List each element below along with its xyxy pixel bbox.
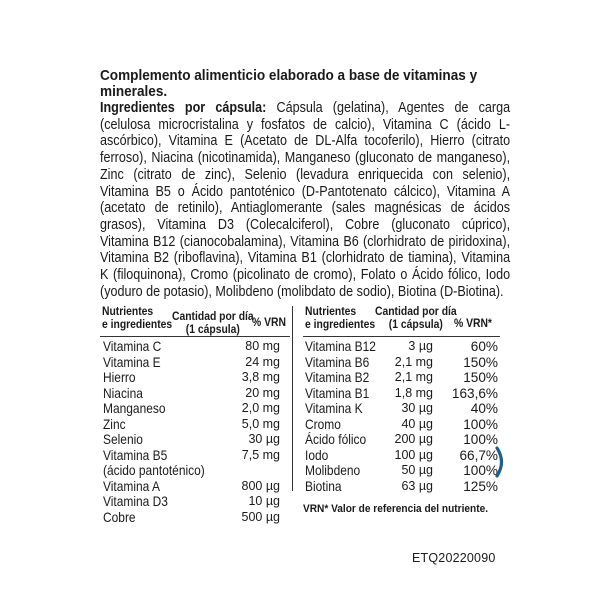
nutrient-vrn-percent: 125% bbox=[463, 478, 498, 494]
header-amount-right-line2: (1 cápsula) bbox=[388, 318, 443, 331]
column-divider bbox=[292, 306, 293, 491]
header-rule-right bbox=[303, 336, 500, 337]
nutrient-row bbox=[295, 401, 500, 417]
nutrient-row bbox=[295, 479, 500, 495]
header-amount-right-line1: Cantidad por día bbox=[375, 306, 457, 318]
nutrient-row bbox=[295, 355, 500, 371]
nutrient-quantity: 2,1 mg bbox=[394, 370, 433, 384]
header-nutrients-line1: Nutrientes bbox=[102, 306, 154, 318]
header-amount bbox=[172, 311, 254, 336]
header-amount-line2: (1 cápsula) bbox=[185, 323, 240, 336]
nutrient-row bbox=[100, 339, 290, 355]
header-nutrients-line2: e ingredientes bbox=[102, 318, 173, 331]
nutrient-row bbox=[100, 386, 290, 402]
nutrient-vrn-percent: 100% bbox=[463, 463, 498, 478]
product-description: Complemento alimenticio elaborado a base de vitaminas y minerales. bbox=[100, 68, 478, 100]
nutrient-quantity: 1,8 mg bbox=[394, 385, 433, 400]
nutrient-name: Niacina bbox=[103, 385, 143, 401]
ingredients-list: Cápsula (gelatina), Agentes de carga (celulosa microcristalina y fosfatos de calcio), Vitamina C (ácido L-ascórbico), Vitamina E (Acetato de DL-Alfa tocoferilo), Hierro (citrato ferroso), Niacina (nicotinamida), Manganeso (gluconato de manganeso), Zinc (citrato de zinc), Selenio (levadura enriquecida con selenio), Vitamina B5 o Ácido pantoténico (D-Pantotenato cálcico), Vitamina A (acetato de retinilo), Antiaglomerante (sales magnésicas de ácidos grasos), Vitamina D3 (Colecalciferol), Cobre (gluconato cúprico), Vitamina B12 (cianocobalamina), Vitamina B6 (clorhidrato de piridoxina), Vitamina B2 (riboflavina), Vitamina B1 (clorhidrato de tiamina), Vitamina K (filoquinona), Cromo (picolinato de cromo), Folato o Ácido fólico, Iodo (yoduro de potasio), Molibdeno (molibdato de sodio), Biotina (D-Biotina). bbox=[100, 100, 511, 300]
nutrient-row bbox=[295, 417, 500, 433]
nutrient-quantity: 3,8 mg bbox=[241, 370, 280, 384]
nutrient-row bbox=[100, 432, 290, 448]
nutrient-vrn-percent: 100% bbox=[463, 432, 498, 447]
nutrient-name: Cobre bbox=[103, 509, 136, 525]
nutrient-quantity: 30 µg bbox=[248, 432, 280, 446]
header-vrn: % VRN bbox=[252, 317, 286, 329]
nutrient-row bbox=[295, 386, 500, 402]
header-nutrients-right bbox=[305, 306, 375, 331]
nutrient-quantity: 5,0 mg bbox=[241, 416, 280, 431]
header-amount-right bbox=[375, 306, 457, 331]
nutrient-quantity: 24 mg bbox=[245, 354, 280, 369]
nutrient-name: Molibdeno bbox=[305, 463, 361, 478]
nutrient-row bbox=[295, 339, 500, 355]
nutrient-quantity: 50 µg bbox=[401, 463, 433, 477]
nutrient-row bbox=[100, 510, 290, 526]
nutrient-quantity: 100 µg bbox=[394, 447, 433, 462]
nutrient-quantity: 500 µg bbox=[241, 509, 280, 524]
nutrient-vrn-percent: 150% bbox=[463, 354, 498, 370]
header-amount-line1: Cantidad por día bbox=[172, 311, 254, 323]
nutrient-name: Vitamina B2 bbox=[305, 370, 370, 385]
nutrient-name: Hierro bbox=[103, 370, 136, 385]
vrn-footnote: VRN* Valor de referencia del nutriente. bbox=[303, 503, 489, 515]
nutrient-quantity: 7,5 mg bbox=[241, 447, 280, 462]
nutrient-vrn-percent: 60% bbox=[470, 339, 498, 354]
nutrient-name: Cromo bbox=[305, 416, 341, 432]
nutrient-quantity: 80 mg bbox=[245, 339, 280, 353]
nutrient-row bbox=[295, 448, 500, 464]
nutrient-vrn-percent: 100% bbox=[463, 416, 498, 432]
header-nutrients bbox=[102, 306, 172, 331]
nutrient-name: Vitamina E bbox=[103, 354, 161, 370]
nutrient-name: Vitamina D3 bbox=[103, 494, 168, 509]
nutrition-table-right bbox=[295, 306, 500, 524]
nutrient-quantity: 40 µg bbox=[401, 416, 433, 431]
nutrient-row bbox=[295, 432, 500, 448]
nutrient-quantity: 10 µg bbox=[248, 494, 280, 508]
nutrient-quantity: 800 µg bbox=[241, 478, 280, 493]
nutrient-vrn-percent: 40% bbox=[470, 401, 498, 416]
nutrient-row bbox=[100, 355, 290, 371]
ingredients-paragraph bbox=[100, 100, 510, 300]
nutrition-table bbox=[100, 306, 500, 524]
nutrient-quantity: 2,1 mg bbox=[394, 354, 433, 369]
nutrient-name: Manganeso bbox=[103, 401, 166, 416]
nutrient-row bbox=[100, 463, 290, 479]
label-code: ETQ20220090 bbox=[412, 551, 496, 565]
nutrient-name: Vitamina B5 bbox=[103, 447, 168, 463]
header-nutrients-right-line1: Nutrientes bbox=[305, 306, 357, 318]
nutrient-name: Vitamina B12 bbox=[305, 339, 376, 354]
nutrient-row bbox=[100, 494, 290, 510]
blue-arc-path bbox=[497, 448, 502, 476]
nutrient-name: Vitamina C bbox=[103, 339, 162, 354]
nutrient-quantity: 30 µg bbox=[401, 401, 433, 415]
nutrient-name: Vitamina K bbox=[305, 401, 363, 416]
nutrient-vrn-percent: 163,6% bbox=[451, 385, 498, 401]
blue-arc-mark bbox=[494, 446, 506, 478]
nutrient-name: Vitamina B6 bbox=[305, 354, 370, 370]
nutrient-vrn-percent: 150% bbox=[463, 370, 498, 385]
nutrient-name: Vitamina A bbox=[103, 478, 160, 494]
nutrient-name: Ácido fólico bbox=[305, 432, 367, 447]
nutrition-table-left bbox=[100, 306, 290, 524]
nutrient-row bbox=[100, 417, 290, 433]
header-rule-left bbox=[100, 336, 290, 337]
ingredients-heading: Ingredientes por cápsula: bbox=[100, 100, 267, 116]
label-text-block bbox=[100, 68, 510, 300]
nutrient-name: Iodo bbox=[305, 447, 329, 463]
nutrient-row bbox=[295, 463, 500, 479]
nutrient-quantity: 20 mg bbox=[245, 385, 280, 400]
right-rows bbox=[295, 339, 500, 494]
nutrient-name: Selenio bbox=[103, 432, 143, 447]
nutrient-name: (ácido pantoténico) bbox=[103, 463, 205, 478]
nutrient-quantity: 3 µg bbox=[408, 339, 433, 353]
left-rows bbox=[100, 339, 290, 525]
nutrient-quantity: 200 µg bbox=[394, 432, 433, 446]
header-vrn-right: % VRN* bbox=[454, 318, 492, 330]
header-nutrients-right-line2: e ingredientes bbox=[305, 318, 376, 331]
nutrient-row bbox=[100, 370, 290, 386]
nutrient-name: Vitamina B1 bbox=[305, 385, 370, 401]
nutrient-vrn-percent: 66,7% bbox=[459, 447, 498, 463]
nutrient-row bbox=[100, 479, 290, 495]
nutrient-quantity: 2,0 mg bbox=[241, 401, 280, 415]
nutrient-row bbox=[100, 448, 290, 464]
nutrient-name: Biotina bbox=[305, 478, 342, 494]
nutrient-row bbox=[295, 370, 500, 386]
nutrient-row bbox=[100, 401, 290, 417]
nutrient-name: Zinc bbox=[103, 416, 126, 432]
nutrient-quantity: 63 µg bbox=[401, 478, 433, 493]
